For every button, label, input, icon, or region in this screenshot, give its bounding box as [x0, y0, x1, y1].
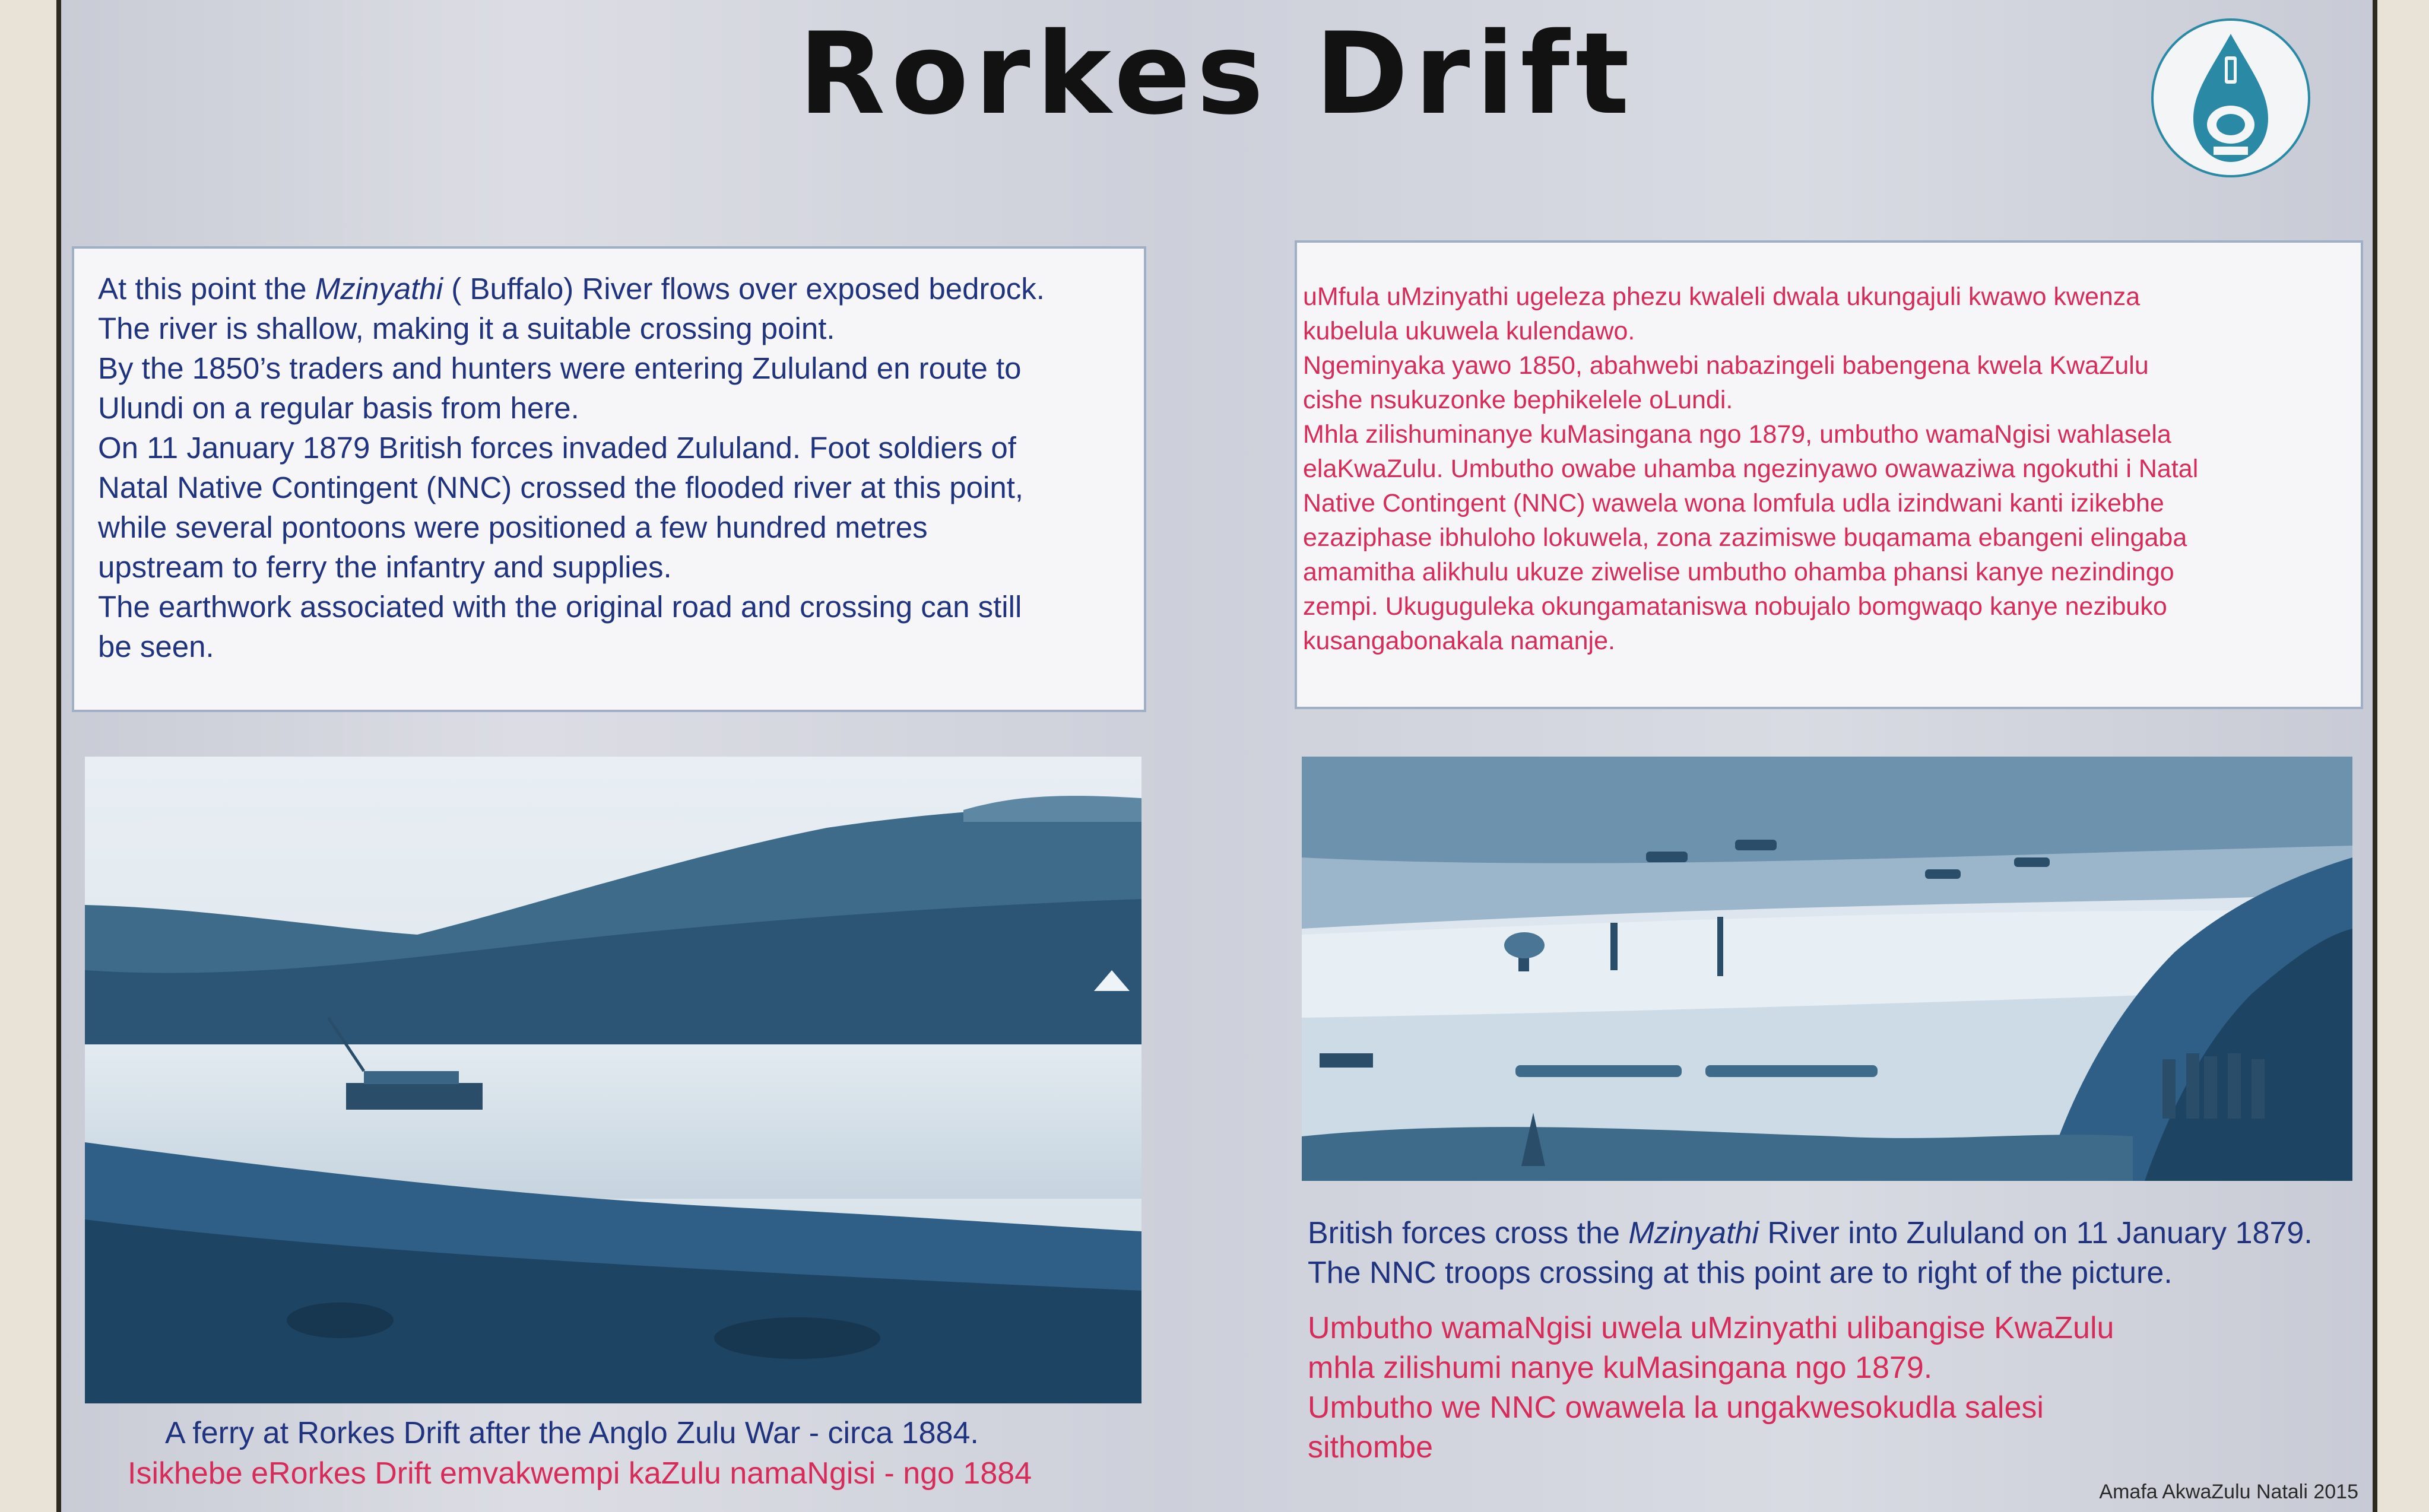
english-text-panel [72, 246, 1146, 712]
frame-left-edge [0, 0, 61, 1512]
zulu-line: cishe nsukuzonke bephikelele oLundi. [1303, 386, 1733, 414]
crossing-engraving [1302, 757, 2352, 1181]
zulu-text-panel [1295, 240, 2363, 709]
zulu-line: kubelula ukuwela kulendawo. [1303, 317, 1635, 345]
ferry-photograph [85, 757, 1141, 1403]
frame-right-edge [2373, 0, 2429, 1512]
zulu-line: kusangabonakala namanje. [1303, 627, 1615, 655]
zulu-line: Mhla zilishuminanye kuMasingana ngo 1879, umbutho wamaNgisi wahlasela [1303, 420, 2171, 449]
right-photo-caption-zu-line2: mhla zilishumi nanye kuMasingana ngo 1879. [1308, 1351, 1933, 1385]
left-photo-caption-zu: Isikhebe eRorkes Drift emvakwempi kaZulu namaNgisi - ngo 1884 [128, 1456, 1032, 1491]
left-photo-caption-en: A ferry at Rorkes Drift after the Anglo Zulu War - circa 1884. [165, 1416, 979, 1450]
zulu-line: uMfula uMzinyathi ugeleza phezu kwaleli dwala ukungajuli kwawo kwenza [1303, 282, 2141, 311]
zulu-line: amamitha alikhulu ukuze ziwelise umbutho ohamba phansi kanye nezindingo [1303, 558, 2174, 586]
english-line: By the 1850’s traders and hunters were entering Zululand en route to [98, 351, 1022, 385]
english-line: At this point the Mzinyathi ( Buffalo) River flows over exposed bedrock. [98, 272, 1045, 306]
english-line: Natal Native Contingent (NNC) crossed the flooded river at this point, [98, 471, 1024, 504]
information-board [61, 0, 2373, 1512]
right-photo-caption-en-line1: British forces cross the Mzinyathi River into Zululand on 11 January 1879. [1308, 1216, 2313, 1250]
zulu-line: ezaziphase ibhuloho lokuwela, zona zazimiswe buqamama ebangeni elingaba [1303, 523, 2187, 552]
amafa-emblem-icon [2139, 15, 2323, 181]
right-photo-caption-zu-line4: sithombe [1308, 1430, 1433, 1465]
zulu-line: Ngeminyaka yawo 1850, abahwebi nabazingeli babengena kwela KwaZulu [1303, 351, 2149, 380]
right-photo-caption-zu-line1: Umbutho wamaNgisi uwela uMzinyathi ulibangise KwaZulu [1308, 1311, 2114, 1345]
right-photo-caption-zu-line3: Umbutho we NNC owawela la ungakwesokudla salesi [1308, 1390, 2044, 1425]
zulu-line: zempi. Ukuguguleka okungamataniswa nobujalo bomgwaqo kanye nezibuko [1303, 592, 2167, 621]
english-line: Ulundi on a regular basis from here. [98, 391, 579, 425]
english-line: The river is shallow, making it a suitable crossing point. [98, 312, 835, 345]
english-line: On 11 January 1879 British forces invaded Zululand. Foot soldiers of [98, 431, 1016, 465]
right-photo-caption-en-line2: The NNC troops crossing at this point are to right of the picture. [1308, 1256, 2173, 1290]
english-line: upstream to ferry the infantry and supplies. [98, 550, 672, 584]
english-line: while several pontoons were positioned a few hundred metres [98, 510, 928, 544]
board-title: Rorkes Drift [798, 8, 1635, 139]
zulu-line: Native Contingent (NNC) wawela wona lomfula udla izindwani kanti izikebhe [1303, 489, 2164, 517]
english-line: The earthwork associated with the original road and crossing can still [98, 590, 1022, 624]
zulu-line: elaKwaZulu. Umbutho owabe uhamba ngezinyawo owawaziwa ngokuthi i Natal [1303, 455, 2199, 483]
english-line: be seen. [98, 630, 214, 663]
credit-line: Amafa AkwaZulu Natali 2015 [2099, 1481, 2358, 1503]
